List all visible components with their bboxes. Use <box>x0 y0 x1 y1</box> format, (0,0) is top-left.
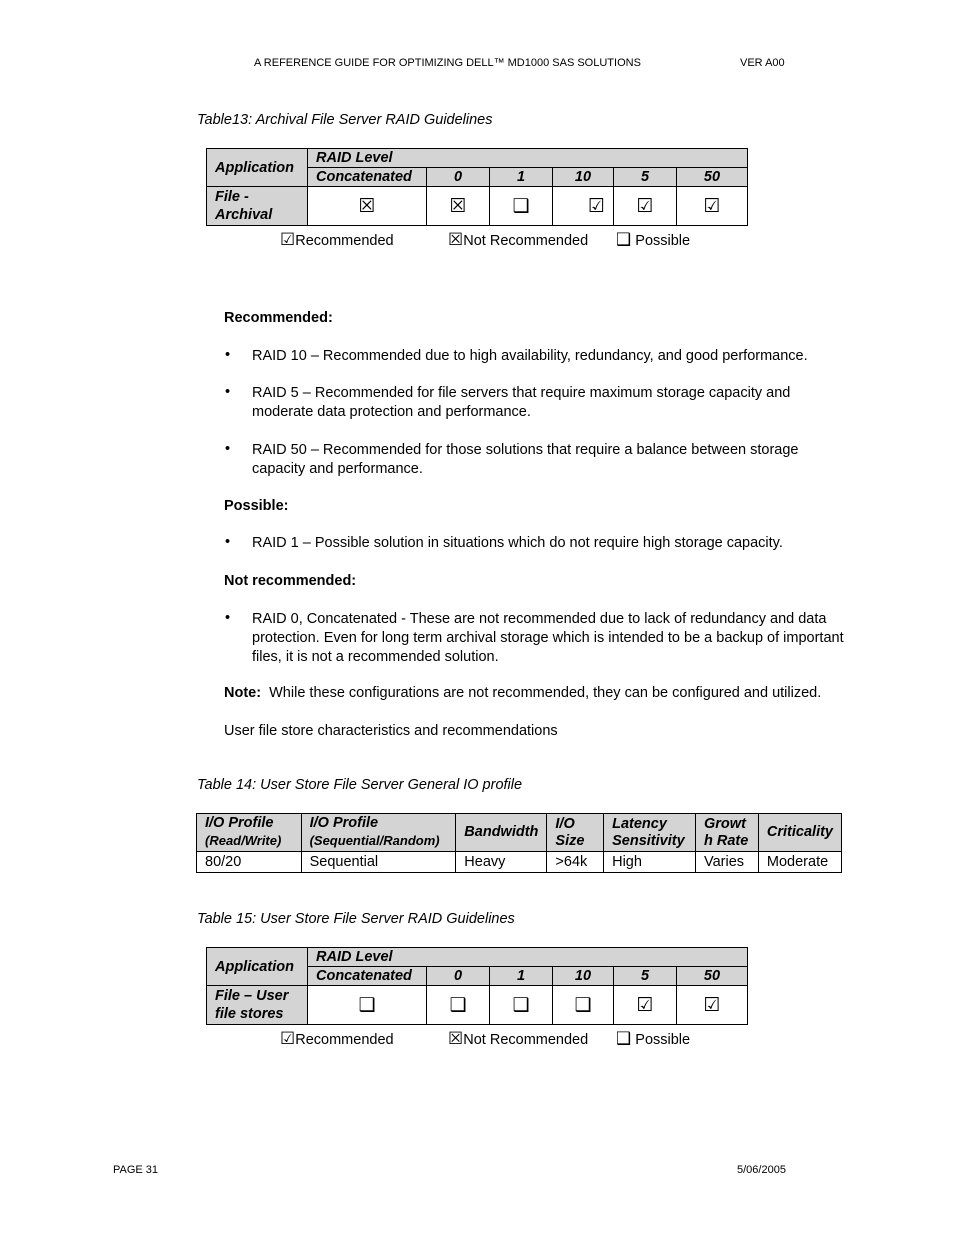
checked-box-icon: ☑ <box>636 993 654 1016</box>
empty-box-icon: ❑ <box>512 993 530 1016</box>
table14-header-criticality: Criticality <box>758 814 841 852</box>
table14-cell-growth: Varies <box>696 852 759 873</box>
possible-raid1: RAID 1 – Possible solution in situations which do not require high storage capacity. <box>252 535 783 551</box>
table15-level-10: 10 <box>553 967 614 986</box>
table15-level-0: 0 <box>427 967 490 986</box>
table14-header-latency-line1: Latency <box>612 815 667 832</box>
crossed-box-icon: ☒ <box>448 230 464 250</box>
page-header-version: VER A00 <box>740 57 785 69</box>
table15-row-label-line2: file stores <box>215 1006 284 1022</box>
table15-raid-guidelines <box>206 947 748 1025</box>
legend2-not-recommended-label: Not Recommended <box>463 1032 589 1048</box>
table15-raid-level-header: RAID Level <box>308 948 748 967</box>
checked-box-icon: ☑ <box>587 194 605 217</box>
legend2-possible-label: Possible <box>635 1032 691 1048</box>
page-number: PAGE 31 <box>113 1164 159 1176</box>
bullet-icon: • <box>225 347 231 363</box>
bullet-icon: • <box>225 534 231 550</box>
table14-header-io-size-line2: Size <box>555 832 585 849</box>
page-header-title: A REFERENCE GUIDE FOR OPTIMIZING DELL™ MD1000 SAS SOLUTIONS <box>254 57 641 69</box>
table14-cell-io-size: >64k <box>547 852 604 873</box>
empty-box-icon: ❑ <box>358 993 376 1016</box>
table13-row-label-line1: File - <box>215 189 249 205</box>
table13-raid-level-header: RAID Level <box>308 149 748 168</box>
recommended-heading: Recommended: <box>224 310 333 326</box>
crossed-box-icon: ☒ <box>448 1029 464 1049</box>
checked-box-icon: ☑ <box>703 993 721 1016</box>
legend-recommended-label: Recommended <box>295 233 394 249</box>
user-file-store-intro: User file store characteristics and recommendations <box>224 723 558 739</box>
checked-box-icon: ☑ <box>280 1029 296 1049</box>
empty-box-icon: ❑ <box>512 194 530 217</box>
table13-level-concatenated: Concatenated <box>308 168 427 187</box>
table14-cell-latency: High <box>604 852 696 873</box>
table14-header-growth-line1: Growt <box>704 815 746 832</box>
table13-row-label-line2: Archival <box>215 207 273 223</box>
table14-cell-rw: 80/20 <box>197 852 302 873</box>
legend2-possible <box>616 1031 690 1048</box>
table13-level-1: 1 <box>490 168 553 187</box>
recommended-raid10: RAID 10 – Recommended due to high availability, redundancy, and good performance. <box>252 348 808 364</box>
not-recommended-heading: Not recommended: <box>224 573 357 589</box>
table15-level-50: 50 <box>677 967 748 986</box>
checked-box-icon: ☑ <box>703 194 721 217</box>
recommended-raid5: RAID 5 – Recommended for file servers that require maximum storage capacity and moderate data protection and performance. <box>252 385 791 420</box>
table13-raid-guidelines <box>206 148 748 226</box>
table14-caption: Table 14: User Store File Server General IO profile <box>197 777 523 793</box>
possible-heading: Possible: <box>224 498 289 514</box>
table14-header-bandwidth: Bandwidth <box>456 814 547 852</box>
table14-cell-sr: Sequential <box>301 852 456 873</box>
legend2-recommended <box>280 1031 394 1048</box>
table15-level-concatenated: Concatenated <box>308 967 427 986</box>
legend-recommended <box>280 232 394 249</box>
table14-header-io-size <box>547 814 604 852</box>
table15-level-5: 5 <box>614 967 677 986</box>
table15-application-header: Application <box>207 948 308 986</box>
note-paragraph <box>224 684 844 703</box>
table14-header-io-profile-rw <box>197 814 302 852</box>
table13-level-10: 10 <box>553 168 614 187</box>
empty-box-icon: ❑ <box>574 993 592 1016</box>
checked-box-icon: ☑ <box>636 194 654 217</box>
table14-header-latency-line2: Sensitivity <box>612 832 685 849</box>
empty-box-icon: ❑ <box>449 993 467 1016</box>
note-text: While these configurations are not recommended, they can be configured and utilized. <box>269 685 822 701</box>
table14-header-sr-line2: (Sequential/Random) <box>309 833 440 848</box>
table13-level-0: 0 <box>427 168 490 187</box>
not-recommended-raid0: RAID 0, Concatenated - These are not recommended due to lack of redundancy and data protection. Even for long term archival storage which is intended to be a backup of important files, it is not a recommended solution. <box>252 611 844 665</box>
crossed-box-icon: ☒ <box>449 194 467 217</box>
crossed-box-icon: ☒ <box>358 194 376 217</box>
table14-header-io-profile-sr <box>301 814 456 852</box>
legend2-recommended-label: Recommended <box>295 1032 394 1048</box>
legend-not-recommended-label: Not Recommended <box>463 233 589 249</box>
table14-header-growth <box>696 814 759 852</box>
table15-row-label-line1: File – User <box>215 988 289 1004</box>
table14-header-rw-line1: I/O Profile <box>205 815 274 831</box>
legend-not-recommended <box>448 232 588 249</box>
bullet-icon: • <box>225 441 231 457</box>
legend-possible-label: Possible <box>635 233 691 249</box>
legend-possible <box>616 232 690 249</box>
table15-row-label <box>207 986 308 1025</box>
table13-application-header: Application <box>207 149 308 187</box>
bullet-icon: • <box>225 610 231 626</box>
table14-header-latency <box>604 814 696 852</box>
table14-header-sr-line1: I/O Profile <box>309 815 379 831</box>
empty-box-icon: ❑ <box>616 1029 632 1049</box>
table13-row-label <box>207 187 308 226</box>
table14-cell-bandwidth: Heavy <box>456 852 547 873</box>
table15-level-1: 1 <box>490 967 553 986</box>
bullet-icon: • <box>225 384 231 400</box>
page-date: 5/06/2005 <box>737 1164 786 1176</box>
table14-header-io-size-line1: I/O <box>555 815 575 832</box>
recommended-raid50: RAID 50 – Recommended for those solutions that require a balance between storage capacity and performance. <box>252 442 799 477</box>
table15-caption: Table 15: User Store File Server RAID Guidelines <box>197 911 515 927</box>
table14-cell-criticality: Moderate <box>758 852 841 873</box>
table14-header-growth-line2: h Rate <box>704 832 749 849</box>
table13-level-50: 50 <box>677 168 748 187</box>
note-label: Note: <box>224 685 262 701</box>
checked-box-icon: ☑ <box>280 230 296 250</box>
table14-io-profile <box>196 813 842 873</box>
table14-header-rw-line2: (Read/Write) <box>205 833 282 848</box>
table13-caption: Table13: Archival File Server RAID Guidelines <box>197 112 493 128</box>
table13-level-5: 5 <box>614 168 677 187</box>
empty-box-icon: ❑ <box>616 230 632 250</box>
legend2-not-recommended <box>448 1031 588 1048</box>
